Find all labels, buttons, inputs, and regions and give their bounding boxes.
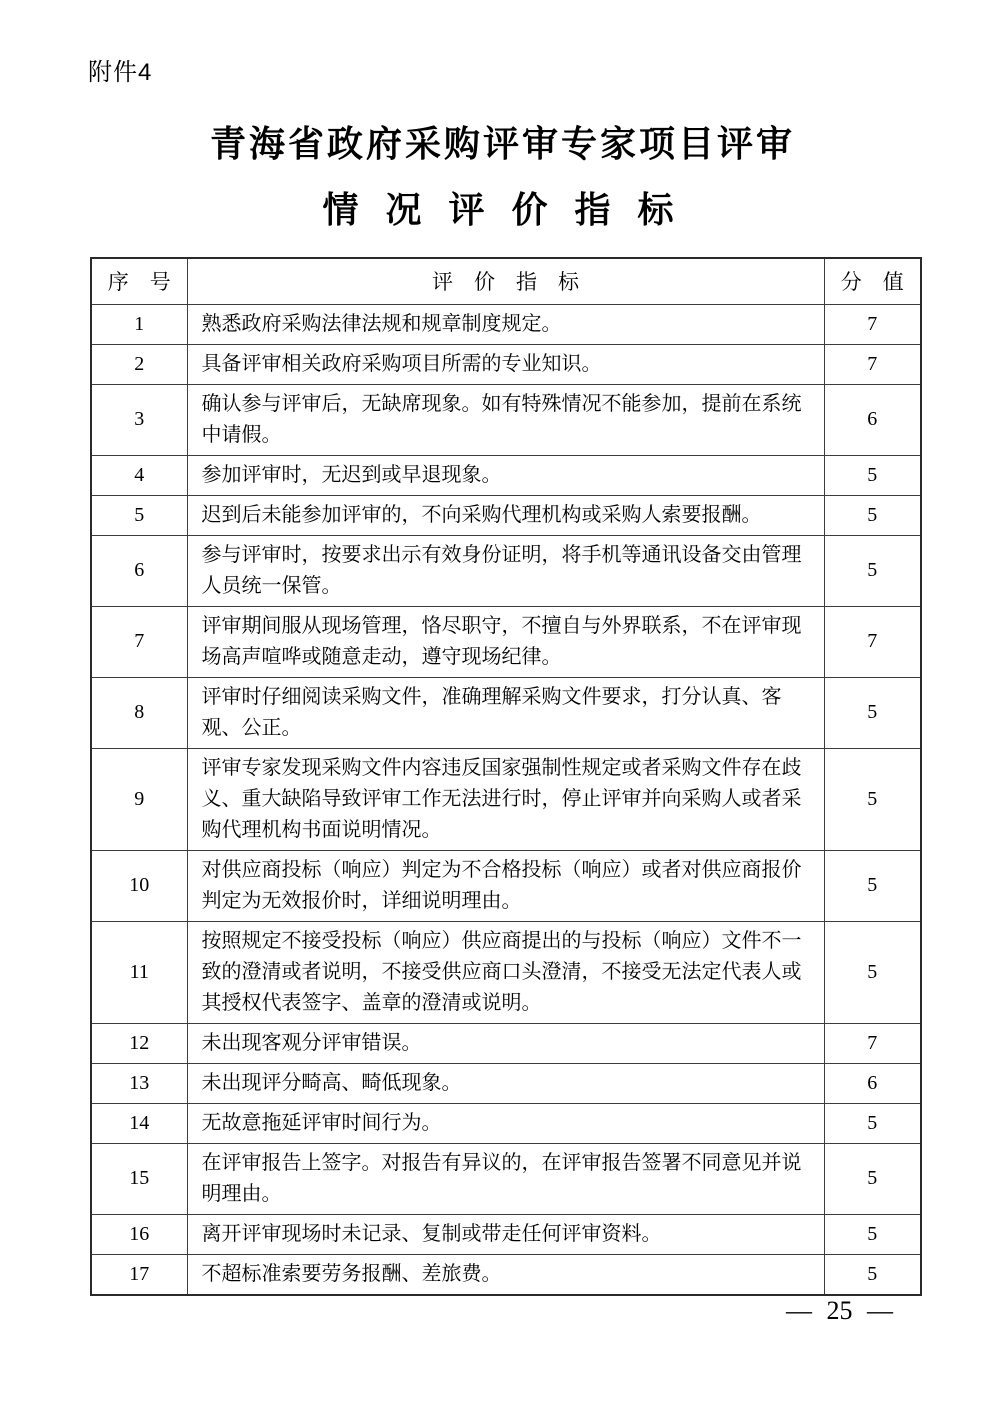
page-number: — 25 —: [786, 1296, 893, 1325]
table-row: [91, 304, 921, 344]
row-indicator-cell: 未出现客观分评审错误。: [187, 1023, 824, 1063]
row-indicator-cell: 评审时仔细阅读采购文件，准确理解采购文件要求，打分认真、客观、公正。: [187, 677, 824, 748]
table-header-row: [91, 258, 921, 304]
row-index-cell: 12: [91, 1023, 187, 1063]
row-score-cell: 6: [824, 384, 921, 455]
row-score-cell: 5: [824, 850, 921, 921]
row-indicator-cell: 对供应商投标（响应）判定为不合格投标（响应）或者对供应商报价判定为无效报价时，详细说明理由。: [187, 850, 824, 921]
row-score-cell: 5: [824, 455, 921, 495]
row-score-cell: 5: [824, 535, 921, 606]
table-row: [91, 535, 921, 606]
row-index-cell: 1: [91, 304, 187, 344]
table-row: [91, 1254, 921, 1295]
row-score-cell: 7: [824, 606, 921, 677]
row-index-cell: 15: [91, 1143, 187, 1214]
row-score-cell: 5: [824, 1143, 921, 1214]
header-indicator: 评 价 指 标: [187, 258, 824, 304]
table-row: [91, 921, 921, 1023]
row-indicator-cell: 熟悉政府采购法律法规和规章制度规定。: [187, 304, 824, 344]
row-indicator-cell: 在评审报告上签字。对报告有异议的，在评审报告签署不同意见并说明理由。: [187, 1143, 824, 1214]
row-index-cell: 4: [91, 455, 187, 495]
row-index-cell: 13: [91, 1063, 187, 1103]
row-index-cell: 7: [91, 606, 187, 677]
row-index-cell: 2: [91, 344, 187, 384]
table-row: [91, 455, 921, 495]
row-indicator-cell: 评审专家发现采购文件内容违反国家强制性规定或者采购文件存在歧义、重大缺陷导致评审工作无法进行时，停止评审并向采购人或者采购代理机构书面说明情况。: [187, 748, 824, 850]
row-indicator-cell: 参与评审时，按要求出示有效身份证明，将手机等通讯设备交由管理人员统一保管。: [187, 535, 824, 606]
row-index-cell: 3: [91, 384, 187, 455]
table-row: [91, 1023, 921, 1063]
header-index: 序 号: [91, 258, 187, 304]
row-score-cell: 7: [824, 344, 921, 384]
row-indicator-cell: 按照规定不接受投标（响应）供应商提出的与投标（响应）文件不一致的澄清或者说明，不接受供应商口头澄清，不接受无法定代表人或其授权代表签字、盖章的澄清或说明。: [187, 921, 824, 1023]
row-index-cell: 10: [91, 850, 187, 921]
row-index-cell: 17: [91, 1254, 187, 1295]
row-indicator-cell: 评审期间服从现场管理，恪尽职守，不擅自与外界联系，不在评审现场高声喧哗或随意走动，遵守现场纪律。: [187, 606, 824, 677]
row-indicator-cell: 无故意拖延评审时间行为。: [187, 1103, 824, 1143]
row-indicator-cell: 未出现评分畸高、畸低现象。: [187, 1063, 824, 1103]
row-score-cell: 7: [824, 304, 921, 344]
row-score-cell: 5: [824, 921, 921, 1023]
row-indicator-cell: 确认参与评审后，无缺席现象。如有特殊情况不能参加，提前在系统中请假。: [187, 384, 824, 455]
row-index-cell: 9: [91, 748, 187, 850]
row-score-cell: 5: [824, 1254, 921, 1295]
row-score-cell: 5: [824, 1103, 921, 1143]
table-row: [91, 1143, 921, 1214]
row-indicator-cell: 离开评审现场时未记录、复制或带走任何评审资料。: [187, 1214, 824, 1254]
document-title-line1: 青海省政府采购评审专家项目评审: [209, 124, 795, 164]
row-index-cell: 16: [91, 1214, 187, 1254]
row-score-cell: 5: [824, 748, 921, 850]
row-indicator-cell: 参加评审时，无迟到或早退现象。: [187, 455, 824, 495]
row-score-cell: 6: [824, 1063, 921, 1103]
table-row: [91, 1103, 921, 1143]
row-index-cell: 14: [91, 1103, 187, 1143]
table-row: [91, 1214, 921, 1254]
row-index-cell: 8: [91, 677, 187, 748]
row-index-cell: 6: [91, 535, 187, 606]
row-indicator-cell: 迟到后未能参加评审的，不向采购代理机构或采购人索要报酬。: [187, 495, 824, 535]
table-row: [91, 850, 921, 921]
row-indicator-cell: 不超标准索要劳务报酬、差旅费。: [187, 1254, 824, 1295]
table-row: [91, 606, 921, 677]
row-indicator-cell: 具备评审相关政府采购项目所需的专业知识。: [187, 344, 824, 384]
row-score-cell: 5: [824, 495, 921, 535]
row-score-cell: 5: [824, 677, 921, 748]
table-row: [91, 344, 921, 384]
table-row: [91, 677, 921, 748]
row-score-cell: 7: [824, 1023, 921, 1063]
document-title-line2: 情 况 评 价 指 标: [322, 190, 683, 230]
table-row: [91, 1063, 921, 1103]
table-row: [91, 748, 921, 850]
header-score: 分 值: [824, 258, 921, 304]
row-index-cell: 5: [91, 495, 187, 535]
evaluation-indicators-table: [90, 257, 922, 1296]
table-row: [91, 384, 921, 455]
table-row: [91, 495, 921, 535]
attachment-label: 附件4: [88, 59, 153, 86]
row-index-cell: 11: [91, 921, 187, 1023]
row-score-cell: 5: [824, 1214, 921, 1254]
